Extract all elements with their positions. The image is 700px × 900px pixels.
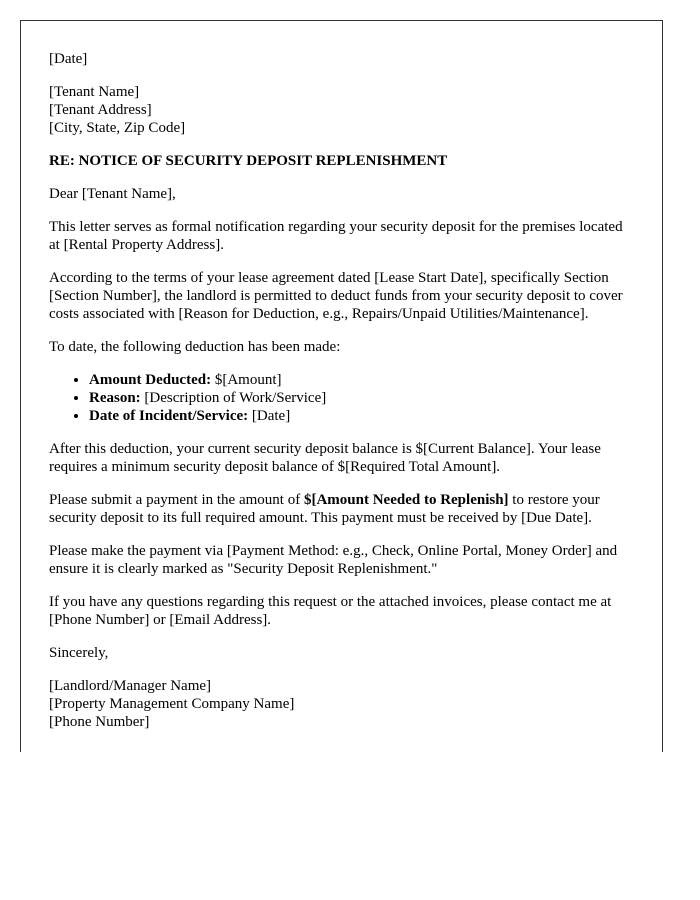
paragraph-contact: If you have any questions regarding this request or the attached invoices, please contact me at [Phone Number] or [Email Address]. xyxy=(49,594,612,628)
manager-name: [Landlord/Manager Name] xyxy=(49,678,212,694)
item-value: [Date] xyxy=(248,408,291,424)
paragraph-balance: After this deduction, your current security deposit balance is $[Current Balance]. Your lease requires a minimum security deposit balance of $[Required Total Amount]. xyxy=(49,441,601,475)
closing: Sincerely, xyxy=(49,645,109,661)
paragraph-payment-method: Please make the payment via [Payment Method: e.g., Check, Online Portal, Money Order] and ensure it is clearly marked as "Security Deposit Replenishment." xyxy=(49,543,618,577)
paragraph-payment-request xyxy=(49,491,634,527)
item-value: [Description of Work/Service] xyxy=(140,390,327,406)
recipient-block xyxy=(49,83,634,137)
letter xyxy=(20,20,663,752)
tenant-name: [Tenant Name] xyxy=(49,84,140,100)
list-item xyxy=(89,389,634,407)
amount-needed: $[Amount Needed to Replenish] xyxy=(303,492,509,508)
text: to restore your security deposit to its full required amount. This payment must be received by [Due Date]. xyxy=(49,492,600,526)
paragraph-lease-terms: According to the terms of your lease agreement dated [Lease Start Date], specifically Section [Section Number], the landlord is permitted to deduct funds from your security deposit to cover costs associated with [Reason for Deduction, e.g., Repairs/Unpaid Utilities/Maintenance]. xyxy=(49,270,623,322)
list-item xyxy=(89,371,634,389)
salutation: Dear [Tenant Name], xyxy=(49,186,176,202)
tenant-city: [City, State, Zip Code] xyxy=(49,120,186,136)
paragraph-deductions-intro: To date, the following deduction has been made: xyxy=(49,339,341,355)
company-name: [Property Management Company Name] xyxy=(49,696,295,712)
subject-line: RE: NOTICE OF SECURITY DEPOSIT REPLENISHMENT xyxy=(49,153,448,169)
letter-date: [Date] xyxy=(49,51,88,67)
item-label: Date of Incident/Service: xyxy=(89,408,249,424)
paragraph-intro: This letter serves as formal notification regarding your security deposit for the premises located at [Rental Property Address]. xyxy=(49,219,623,253)
item-label: Reason: xyxy=(89,390,141,406)
list-item xyxy=(89,407,634,425)
signature-block xyxy=(49,677,634,731)
text: Please submit a payment in the amount of xyxy=(49,492,304,508)
item-value: $[Amount] xyxy=(211,372,282,388)
item-label: Amount Deducted: xyxy=(89,372,212,388)
deduction-list xyxy=(49,371,634,425)
tenant-address: [Tenant Address] xyxy=(49,102,152,118)
phone-number: [Phone Number] xyxy=(49,714,150,730)
